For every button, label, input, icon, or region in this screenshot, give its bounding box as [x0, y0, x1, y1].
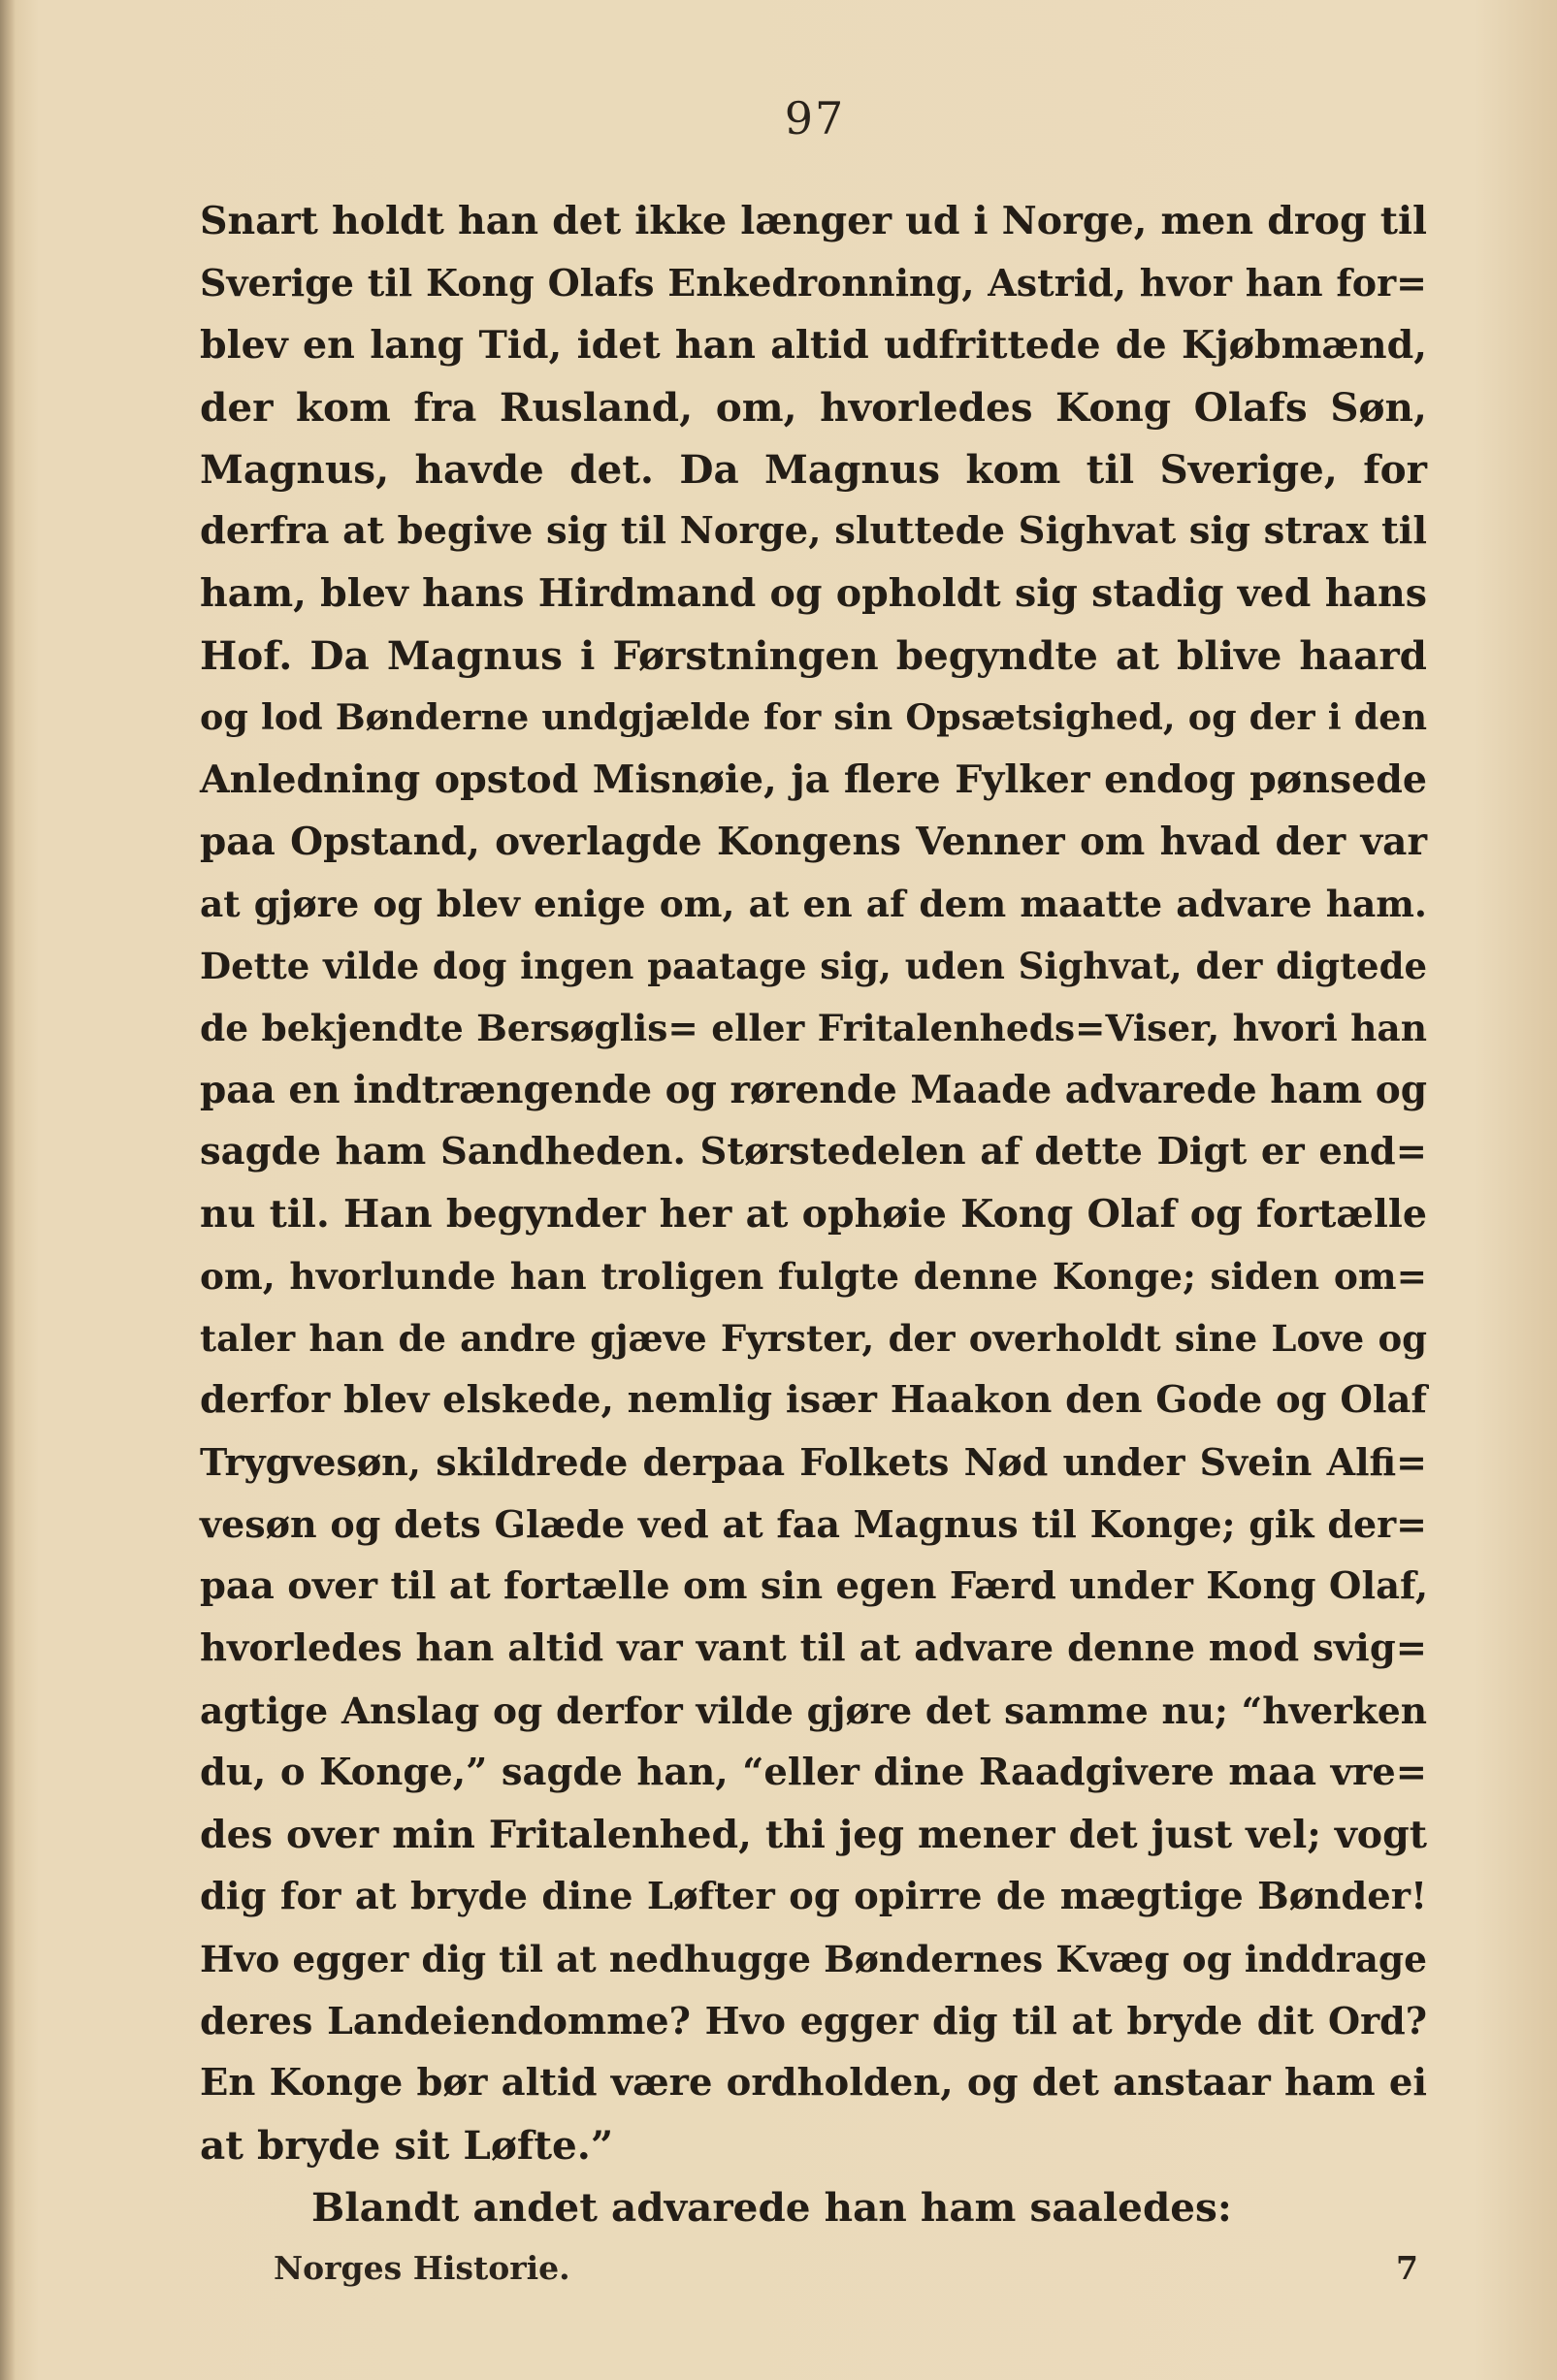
text-line: Snart holdt han det ikke længer ud i Norge, men drog til: [200, 199, 1427, 243]
text-line: blev en lang Tid, idet han altid udfrittede de Kjøbmænd,: [200, 323, 1427, 368]
text-line: de bekjendte Bersøglis= eller Fritalenheds=Viser, hvori han: [200, 1007, 1427, 1049]
body-text: [200, 190, 1427, 2238]
text-line-paragraph-end: at bryde sit Løfte.”: [200, 2122, 614, 2169]
text-line: Dette vilde dog ingen paatage sig, uden Sighvat, der digtede: [200, 945, 1427, 987]
footer-book-title: Norges Historie.: [274, 2249, 570, 2287]
page-number: 97: [784, 92, 846, 145]
text-line: En Konge bør altid være ordholden, og det anstaar ham ei: [200, 2061, 1427, 2105]
text-line: taler han de andre gjæve Fyrster, der overholdt sine Love og: [200, 1317, 1427, 1360]
page-gutter-edge: [0, 0, 16, 2380]
text-line: paa en indtrængende og rørende Maade advarede ham og: [200, 1068, 1428, 1112]
text-line: dig for at bryde dine Løfter og opirre de mægtige Bønder!: [200, 1875, 1427, 1918]
text-line: agtige Anslag og derfor vilde gjøre det samme nu; “hverken: [200, 1689, 1427, 1732]
text-line: Anledning opstod Misnøie, ja flere Fylker endog pønsede: [200, 757, 1427, 802]
footer-signature-mark: 7: [1396, 2249, 1418, 2287]
text-line: derfra at begive sig til Norge, sluttede Sighvat sig strax til: [200, 509, 1427, 553]
text-line: deres Landeiendomme? Hvo egger dig til at bryde dit Ord?: [200, 1999, 1427, 2042]
page-footer: [274, 2249, 1418, 2298]
text-line: du, o Konge,” sagde han, “eller dine Raadgivere maa vre=: [200, 1751, 1427, 1794]
text-line: des over min Fritalenhed, thi jeg mener det just vel; vogt: [200, 1813, 1427, 1857]
text-line: Trygvesøn, skildrede derpaa Folkets Nød under Svein Alfi=: [200, 1440, 1427, 1484]
text-line: paa Opstand, overlagde Kongens Venner om hvad der var: [200, 820, 1427, 864]
text-line: og lod Bønderne undgjælde for sin Opsætsighed, og der i den: [200, 696, 1427, 738]
text-line: der kom fra Rusland, om, hvorledes Kong Olafs Søn,: [200, 384, 1427, 431]
text-line: Magnus, havde det. Da Magnus kom til Sverige, for: [200, 446, 1427, 493]
text-line: derfor blev elskede, nemlig især Haakon den Gode og Olaf: [200, 1378, 1427, 1422]
text-line: om, hvorlunde han troligen fulgte denne Konge; siden om=: [200, 1255, 1427, 1298]
text-line-paragraph-start: Blandt andet advarede han ham saaledes:: [311, 2184, 1232, 2231]
text-line: vesøn og dets Glæde ved at faa Magnus til Konge; gik der=: [200, 1502, 1427, 1546]
text-line: Hvo egger dig til at nedhugge Bøndernes Kvæg og inddrage: [200, 1938, 1427, 1980]
text-line: at gjøre og blev enige om, at en af dem maatte advare ham.: [200, 883, 1427, 925]
text-line: hvorledes han altid var vant til at advare denne mod svig=: [200, 1626, 1427, 1670]
text-line: Hof. Da Magnus i Førstningen begyndte at blive haard: [200, 632, 1427, 679]
text-line: Sverige til Kong Olafs Enkedronning, Astrid, hvor han for=: [200, 261, 1427, 305]
text-line: paa over til at fortælle om sin egen Færd under Kong Olaf,: [200, 1564, 1429, 1608]
text-line: sagde ham Sandheden. Størstedelen af dette Digt er end=: [200, 1130, 1427, 1174]
text-line: ham, blev hans Hirdmand og opholdt sig stadig ved hans: [200, 571, 1427, 616]
text-line: nu til. Han begynder her at ophøie Kong Olaf og fortælle: [200, 1192, 1427, 1237]
